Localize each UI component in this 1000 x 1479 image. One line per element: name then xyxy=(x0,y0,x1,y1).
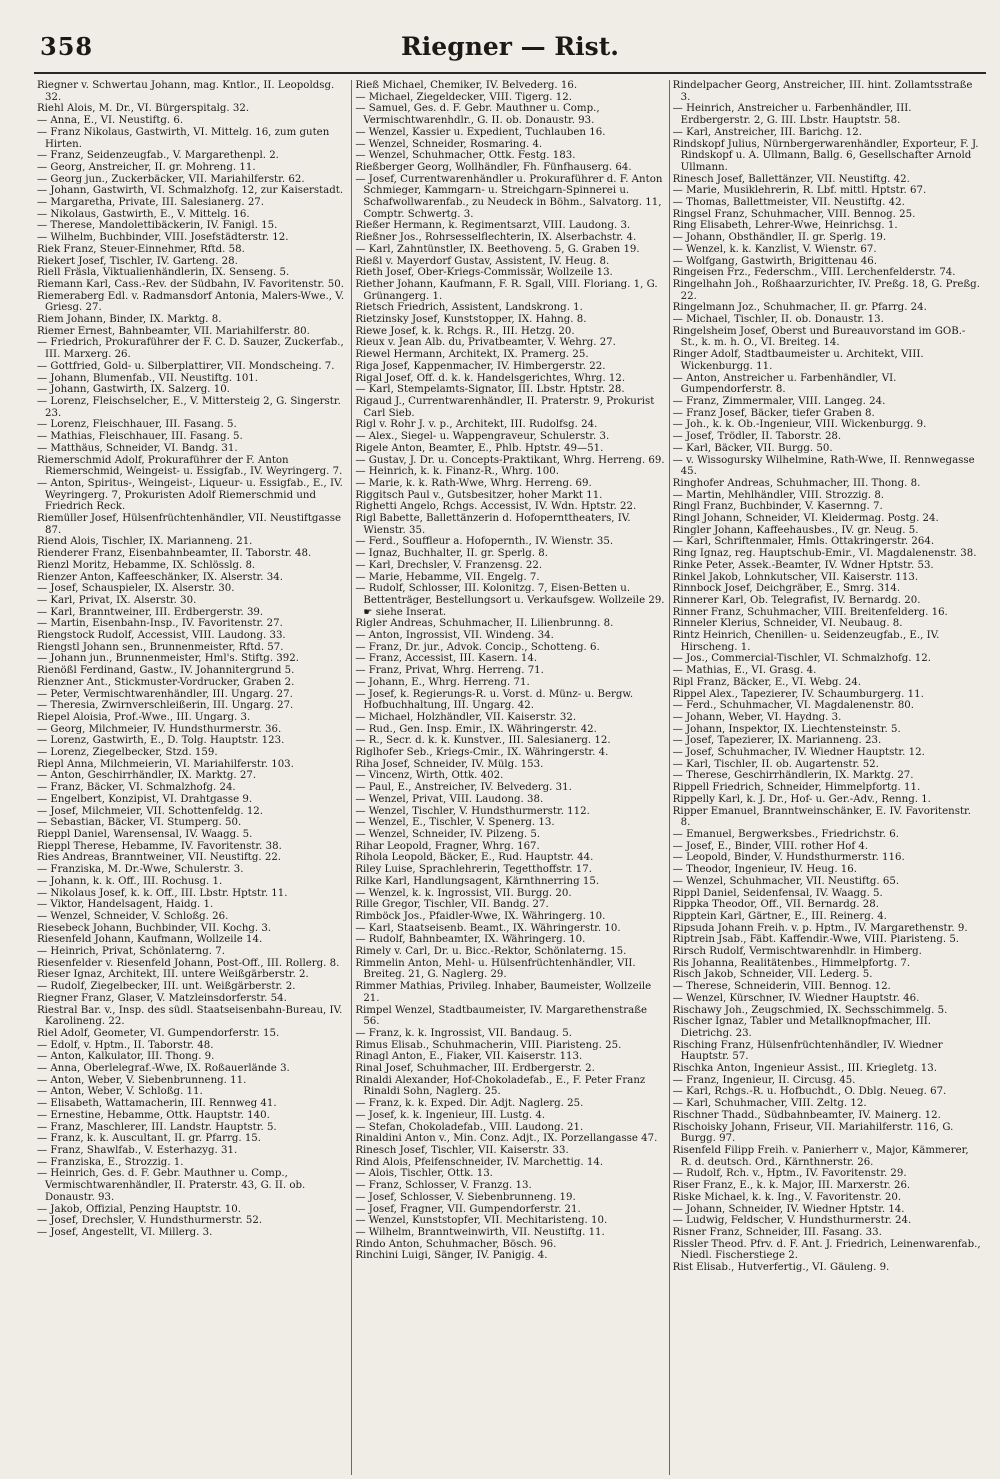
directory-entry: — Karl, Rchgs.-R. u. Hofbuchdt., O. Dblg. Neueg. 67. xyxy=(672,1086,947,1098)
directory-entry: — Margaretha, Private, III. Salesianerg. 27. xyxy=(37,197,265,209)
directory-entry: — Wenzel, Privat, VIII. Laudong. 38. xyxy=(355,793,544,805)
directory-entry: Ripper Emanuel, Branntweinschänker, E. IV. Favoritenstr. 8. xyxy=(672,805,972,829)
directory-entry: — Wenzel, Schneider, IV. Pilzeng. 5. xyxy=(355,829,541,840)
directory-entry: — Johann, Inspektor, IX. Liechtensteinstr. 5. xyxy=(672,723,901,735)
directory-entry: — Johann, Obsthändler, II. gr. Sperlg. 19. xyxy=(672,232,887,244)
directory-entry: — Wenzel, Kassier u. Expedient, Tuchlauben 16. xyxy=(355,126,606,138)
directory-entry: Rienzl Moritz, Hebamme, IX. Schlösslg. 8. xyxy=(37,559,256,571)
directory-entry: Rinner Franz, Schuhmacher, VIII. Breitenfelderg. 16. xyxy=(672,606,948,618)
directory-entry: — Paul, E., Anstreicher, IV. Belvederg. 31. xyxy=(355,782,572,794)
directory-entry: Rippka Theodor, Off., VII. Bernardg. 28. xyxy=(672,899,879,911)
directory-entry: — Theresia, Zwirnverschleißerin, III. Ungarg. 27. xyxy=(37,700,294,712)
directory-entry: Riehl Alois, M. Dr., VI. Bürgerspitalg. 32. xyxy=(37,103,250,115)
directory-entry: Rießner Jos., Rohrsesselflechterin, IX. Alserbachstr. 4. xyxy=(355,232,637,244)
directory-entry: — Sebastian, Bäcker, VI. Stumperg. 50. xyxy=(37,817,242,829)
directory-entry: Riser Franz, E., k. k. Major, III. Marxerstr. 26. xyxy=(672,1180,911,1192)
directory-entry: — Georg, Anstreicher, II. gr. Mohreng. 11. xyxy=(37,161,256,173)
directory-entry: Rischawy Joh., Zeugschmied, IX. Sechsschimmelg. 5. xyxy=(672,1004,948,1016)
directory-entry: — Alex., Siegel- u. Wappengraveur, Schulerstr. 3. xyxy=(355,431,610,443)
directory-entry: — Johann, Schneider, IV. Wiedner Hptstr. 14. xyxy=(672,1203,905,1215)
directory-entry: — Karl, Zahntünstler, IX. Beethoveng. 5, G. Graben 19. xyxy=(355,243,640,255)
directory-entry: Riether Johann, Kaufmann, F. R. Sgall, VIII. Floriang. 1, G. Grünangerg. 1. xyxy=(355,278,658,302)
directory-entry: Rinnbock Josef, Deichgräber, E., Smrg. 314. xyxy=(672,583,901,595)
directory-entry: — Martin, Eisenbahn-Insp., IV. Favoritenstr. 27. xyxy=(37,618,283,630)
directory-entry: — Franz, Shawlfab., V. Esterhazyg. 31. xyxy=(37,1144,238,1156)
directory-entry: — Heinrich, Anstreicher u. Farbenhändler, III. Erdbergerstr. 2, G. III. Lbstr. Hauptstr. 58. xyxy=(672,103,912,127)
directory-entry: — Johann jun., Brunnenmeister, Hml's. Stiftg. 392. xyxy=(37,653,299,665)
directory-entry: Rinneler Klerius, Schneider, VI. Neubaug. 8. xyxy=(672,618,903,630)
directory-entry: Rinesch Josef, Tischler, VII. Kaiserstr. 33. xyxy=(355,1144,569,1156)
directory-entry: — Emanuel, Bergwerksbes., Friedrichstr. 6. xyxy=(672,829,899,840)
directory-entry: Riggitsch Paul v., Gutsbesitzer, hoher Markt 11. xyxy=(355,489,603,501)
directory-entry: Ringhofer Andreas, Schuhmacher, III. Thong. 8. xyxy=(672,477,921,489)
directory-entry: Riske Michael, k. k. Ing., V. Favoritenstr. 20. xyxy=(672,1191,902,1203)
directory-entry: Rienößl Ferdinand, Gastw., IV. Johannitergrund 5. xyxy=(37,665,295,677)
directory-entry: — Wenzel, Schneider, V. Schloßg. 26. xyxy=(37,910,229,922)
directory-entry: Rienderer Franz, Eisenbahnbeamter, II. Taborstr. 48. xyxy=(37,548,312,560)
directory-entry: — Ferd., Schuhmacher, VI. Magdalenenstr. 80. xyxy=(672,700,915,712)
directory-entry: — Franz, Accessist, III. Kasern. 14. xyxy=(355,653,538,665)
directory-entry: Riengstock Rudolf, Accessist, VIII. Laudong. 33. xyxy=(37,630,286,642)
directory-entry: Righetti Angelo, Rchgs. Accessist, IV. Wdn. Hptstr. 22. xyxy=(355,501,637,513)
directory-entry: Riemer Ernest, Bahnbeamter, VII. Mariahilferstr. 80. xyxy=(37,325,310,337)
directory-entry: — Wilhelm, Branntweinwirth, VII. Neustiftg. 11. xyxy=(355,1226,605,1238)
directory-entry: Rinke Peter, Assek.-Beamter, IV. Wdner Hptstr. 53. xyxy=(672,559,934,571)
directory-entry: — Wenzel, Schuhmacher, Ottk. Festg. 183. xyxy=(355,150,576,162)
directory-entry: Rimpel Wenzel, Stadtbaumeister, IV. Margarethenstraße 56. xyxy=(355,1004,648,1028)
directory-entry: — Anna, Oberlelegraf.-Wwe, IX. Roßauerlände 3. xyxy=(37,1063,290,1075)
directory-entry: — Franz, Privat, Whrg. Herreng. 71. xyxy=(355,665,544,677)
directory-entry: Rigaud J., Currentwarenhändler, II. Praterstr. 9, Prokurist Carl Sieb. xyxy=(355,395,655,419)
directory-entry: Rießer Hermann, k. Regimentsarzt, VIII. Laudong. 3. xyxy=(355,220,631,232)
directory-entry: — Karl, Bäcker, VII. Burgg. 50. xyxy=(672,442,833,454)
directory-entry: — Jakob, Offizial, Penzing Hauptstr. 10. xyxy=(37,1203,241,1215)
directory-entry: — Franz, Seidenzeugfab., V. Margarethenpl. 2. xyxy=(37,150,279,162)
directory-entry: Riel Adolf, Geometer, VI. Gumpendorferstr. 15. xyxy=(37,1027,280,1039)
directory-entry: Rinal Josef, Schuhmacher, III. Erdbergerstr. 2. xyxy=(355,1063,595,1075)
directory-entry: Rinagl Anton, E., Fiaker, VII. Kaiserstr. 113. xyxy=(355,1051,583,1063)
directory-entry: — Franz, k. k. Ingrossist, VII. Bandaug. 5. xyxy=(355,1027,572,1039)
directory-entry: Ringl Franz, Buchbinder, V. Kasernng. 7. xyxy=(672,501,883,513)
directory-entry: Riengstl Johann sen., Brunnenmeister, Rftd. 57. xyxy=(37,641,284,653)
directory-entry: — Lorenz, Ziegelbecker, Stzd. 159. xyxy=(37,747,218,759)
directory-entry: Rippl Daniel, Seidenfensal, IV. Waagg. 5. xyxy=(672,887,883,899)
directory-entry: — Rudolf, Rch. v., Hptm., IV. Favoritenstr. 29. xyxy=(672,1168,907,1180)
directory-entry: Rippell Friedrich, Schneider, Himmelpfortg. 11. xyxy=(672,782,921,794)
directory-entry: Rinaldini Anton v., Min. Conz. Adjt., IX. Porzellangasse 47. xyxy=(355,1133,658,1145)
directory-entry: — Marie, Musiklehrerin, R. Lbf. mittl. Hptstr. 67. xyxy=(672,185,927,197)
directory-entry: — Franz, k. k. Exped. Dir. Adjt. Naglerg. 25. xyxy=(355,1098,584,1110)
directory-entry: Rihola Leopold, Bäcker, E., Rud. Hauptstr. 44. xyxy=(355,852,594,864)
directory-entry: Rimmer Mathias, Privileg. Inhaber, Baumeister, Wollzeile 21. xyxy=(355,981,652,1004)
directory-entry: Rintz Heinrich, Chenillen- u. Seidenzeugfab., E., IV. Hirscheng. 1. xyxy=(672,630,940,653)
directory-entry: — Josef, Schlosser, V. Siebenbrunneng. 19. xyxy=(355,1191,576,1203)
directory-entry: — Anton, Weber, V. Schloßg. 11. xyxy=(37,1086,203,1098)
directory-entry: — Anton, Spiritus-, Weingeist-, Liqueur- u. Essigfab., E., IV. Weyringerg. 7, Prokuristen Adolf Riemerschmid und Friedrich Reck. xyxy=(37,477,343,513)
directory-entry: — Marie, k. k. Rath-Wwe, Whrg. Herreng. 69. xyxy=(355,477,592,489)
directory-entry: — Franz, Schlosser, V. Franzg. 13. xyxy=(355,1180,532,1192)
directory-entry: — Karl, Branntweiner, III. Erdbergerstr. 39. xyxy=(37,606,264,618)
directory-entry: — Anton, Geschirrhändler, IX. Marktg. 27. xyxy=(37,770,257,782)
directory-entry: — Anton, Weber, V. Siebenbrunneng. 11. xyxy=(37,1074,247,1086)
directory-entry: Rinesch Josef, Ballettänzer, VII. Neustiftg. 42. xyxy=(672,173,910,185)
directory-entry: Ring Ignaz, reg. Hauptschub-Emir., VI. Magdalenenstr. 38. xyxy=(672,548,977,560)
directory-entry: Riewe Josef, k. k. Rchgs. R., III. Hetzg. 20. xyxy=(355,325,575,337)
directory-entry: Riepl Anna, Milchmeierin, VI. Mariahilferstr. 103. xyxy=(37,758,294,770)
directory-entry: — Alois, Tischler, Ottk. 13. xyxy=(355,1168,493,1180)
directory-entry: — Franz, Maschlerer, III. Landstr. Hauptstr. 5. xyxy=(37,1121,277,1133)
directory-entry: Rimmelin Anton, Mehl- u. Hülsenfrüchtenhändler, VII. Breiteg. 21, G. Naglerg. 29. xyxy=(355,957,636,981)
directory-entry: — Rudolf, Bahnbeamter, IX. Währingerg. 10. xyxy=(355,934,586,946)
directory-entry: — Wenzel, Schneider, Rosmaring. 4. xyxy=(355,138,543,150)
directory-entry: Rieppl Daniel, Warensensal, IV. Waagg. 5. xyxy=(37,829,253,840)
directory-entry: Rieth Josef, Ober-Kriegs-Commissär, Wollzeile 13. xyxy=(355,267,613,279)
directory-entry: — Friedrich, Prokuraführer der F. C. D. Sauzer, Zuckerfab., III. Marxerg. 26. xyxy=(37,337,344,361)
directory-entry: — Heinrich, Privat, Schönlaterng. 7. xyxy=(37,946,225,958)
directory-entry: — Therese, Schneiderin, VIII. Bennog. 12. xyxy=(672,981,891,993)
directory-entry: Riekert Josef, Tischler, IV. Garteng. 28. xyxy=(37,255,238,267)
directory-entry: Rimely v. Carl, Dr. u. Bicc.-Rektor, Schönlaterng. 15. xyxy=(355,946,627,958)
directory-entry: — Elisabeth, Wattamacherin, III. Rennweg 41. xyxy=(37,1098,277,1110)
directory-entry: Rimböck Jos., Pfaidler-Wwe, IX. Währingerg. 10. xyxy=(355,910,606,922)
directory-entry: — Ernestine, Hebamme, Ottk. Hauptstr. 140. xyxy=(37,1109,270,1121)
directory-entry: Rischner Thadd., Südbahnbeamter, IV. Mainerg. 12. xyxy=(672,1109,941,1121)
directory-entry: Riga Josef, Kappenmacher, IV. Himbergerstr. 22. xyxy=(355,360,606,372)
directory-entry: — Johann, k. k. Off., III. Rochusg. 1. xyxy=(37,875,223,887)
directory-entry: — Mathias, E., VI. Grasg. 4. xyxy=(672,665,817,677)
directory-entry: — Karl, Schuhmacher, VIII. Zeltg. 12. xyxy=(672,1098,867,1110)
directory-entry: Rieß Michael, Chemiker, IV. Belvederg. 16. xyxy=(355,80,578,91)
directory-entry: — Josef, Schauspieler, IX. Alserstr. 30. xyxy=(37,583,235,595)
directory-entry: — Franziska, E., Strozzig. 1. xyxy=(37,1156,184,1168)
directory-entry: Rindskopf Julius, Nürnbergerwarenhändler, Exporteur, F. J. Rindskopf u. A. Ullmann, Ballg. 6, Gesellschafter Arnold Ullmann. xyxy=(672,138,979,173)
directory-entry: — Karl, Anstreicher, III. Barichg. 12. xyxy=(672,126,862,138)
directory-entry: — Rudolf, Ziegelbecker, III. unt. Weißgärberstr. 2. xyxy=(37,981,296,993)
directory-entry: — Josef, Fragner, VII. Gumpendorferstr. 21. xyxy=(355,1203,581,1215)
directory-entry: — Heinrich, k. k. Finanz-R., Whrg. 100. xyxy=(355,466,559,478)
column-right xyxy=(669,80,986,1475)
directory-entry: — Edolf, v. Hptm., II. Taborstr. 48. xyxy=(37,1039,214,1051)
directory-entry: Riesenfelder v. Riesenfeld Johann, Post-Off., III. Rollerg. 8. xyxy=(37,957,340,969)
directory-entry: Riemann Karl, Cass.-Rev. der Südbahn, IV. Favoritenstr. 50. xyxy=(37,278,344,290)
directory-entry: Riestral Bar. v., Insp. des südl. Staatseisenbahn-Bureau, IV. Karolineng. 22. xyxy=(37,1004,343,1028)
directory-entry: Rieser Ignaz, Architekt, III. untere Weißgärberstr. 2. xyxy=(37,969,309,981)
directory-entry: — Johann, Weber, VI. Haydng. 3. xyxy=(672,711,842,723)
directory-entry: Rinnerer Karl, Ob. Telegrafist, IV. Bernardg. 20. xyxy=(672,594,921,606)
directory-entry: — Josef, Angestellt, VI. Millerg. 3. xyxy=(37,1226,213,1238)
directory-entry: — Josef, E., Binder, VIII. rother Hof 4. xyxy=(672,840,869,852)
directory-entry: Rimus Elisab., Schuhmacherin, VIII. Piaristeng. 25. xyxy=(355,1039,622,1051)
directory-entry: — Josef, Schuhmacher, IV. Wiedner Hauptstr. 12. xyxy=(672,747,925,759)
directory-entry: Ring Elisabeth, Lehrer-Wwe, Heinrichsg. 1. xyxy=(672,220,898,232)
directory-columns xyxy=(34,80,986,1475)
directory-entry: Rindelpacher Georg, Anstreicher, III. hint. Zollamtsstraße 3. xyxy=(672,80,973,103)
directory-entry: — Josef, Milchmeier, VII. Schottenfeldg. 12. xyxy=(37,805,264,817)
directory-entry: Rihar Leopold, Fragner, Whrg. 167. xyxy=(355,840,540,852)
directory-entry: Rietzinsky Josef, Kunststopper, IX. Hahng. 8. xyxy=(355,314,587,326)
directory-entry: Rissler Theod. Pfrv. d. F. Ant. J. Friedrich, Leinenwarenfab., Niedl. Fischerstiege 2. xyxy=(672,1238,981,1262)
directory-entry: — Josef, Trödler, II. Taborstr. 28. xyxy=(672,431,842,443)
directory-entry: — Matthäus, Schneider, VI. Bandg. 31. xyxy=(37,442,238,454)
directory-entry: Rischer Ignaz, Tabler und Metallknopfmacher, III. Dietrichg. 23. xyxy=(672,1016,931,1039)
running-head: Riegner — Rist. xyxy=(401,32,619,61)
directory-entry: — Karl, Staatseisenb. Beamt., IX. Währingerstr. 10. xyxy=(355,922,621,934)
directory-entry: Riend Alois, Tischler, IX. Marianneng. 21. xyxy=(37,536,253,548)
directory-entry: — Johann, E., Whrg. Herreng. 71. xyxy=(355,676,530,688)
directory-entry: — Wenzel, Schuhmacher, VII. Neustiftg. 65. xyxy=(672,875,900,887)
directory-entry: Rippelly Karl, k. J. Dr., Hof- u. Ger.-Adv., Renng. 1. xyxy=(672,793,931,805)
directory-entry: Ringsel Franz, Schuhmacher, VIII. Bennog. 25. xyxy=(672,208,916,220)
directory-entry: Rindo Anton, Schuhmacher, Bösch. 96. xyxy=(355,1238,557,1250)
directory-entry: — Nikolaus Josef, k. k. Off., III. Lbstr. Hptstr. 11. xyxy=(37,887,288,899)
directory-entry: Rille Gregor, Tischler, VII. Bandg. 27. xyxy=(355,899,549,911)
directory-entry: — Nikolaus, Gastwirth, E., V. Mittelg. 16. xyxy=(37,208,250,220)
directory-entry: — Franz, Zimmermaler, VIII. Langeg. 24. xyxy=(672,395,886,407)
directory-entry: — Lorenz, Fleischhauer, III. Fasang. 5. xyxy=(37,419,237,431)
directory-entry: — Georg, Milchmeier, IV. Hundsthurmerstr. 36. xyxy=(37,723,282,735)
column-left xyxy=(34,80,351,1475)
directory-entry: — Franz, Dr. jur., Advok. Concip., Schotteng. 6. xyxy=(355,641,600,653)
directory-entry: Riesenfeld Johann, Kaufmann, Wollzeile 14. xyxy=(37,934,263,946)
directory-entry: — Josef, k. Regierungs-R. u. Vorst. d. Münz- u. Bergw. Hofbuchhaltung, III. Ungarg. 42. xyxy=(355,688,634,712)
directory-entry: Rietsch Friedrich, Assistent, Landskrong. 1. xyxy=(355,302,583,314)
directory-entry: — Gustav, J. Dr. u. Concepts-Praktikant, Whrg. Herreng. 69. xyxy=(355,454,665,466)
directory-entry: — Wenzel, k. k. Ingrossist, VII. Burgg. 20. xyxy=(355,887,572,899)
directory-entry: — Lorenz, Gastwirth, E., D. Tolg. Hauptstr. 123. xyxy=(37,735,285,747)
directory-entry: Riemeraberg Edl. v. Radmansdorf Antonia, Malers-Wwe., V. Griesg. 27. xyxy=(37,290,345,314)
directory-entry: — R., Secr. d. k. k. Kunstver., III. Salesianerg. 12. xyxy=(355,735,611,747)
directory-entry: — Peter, Vermischtwarenhändler, III. Ungarg. 27. xyxy=(37,688,293,700)
directory-entry: Rist Elisab., Hutverfertig., VI. Gäuleng. 9. xyxy=(672,1262,890,1274)
directory-entry: Risching Franz, Hülsenfrüchtenhändler, IV. Wiedner Hauptstr. 57. xyxy=(672,1039,943,1063)
directory-entry: — Karl, Stempelamts-Signator, III. Lbstr. Hptstr. 28. xyxy=(355,384,625,396)
directory-entry: — Anna, E., VI. Neustiftg. 6. xyxy=(37,115,184,127)
directory-entry: Ripsuda Johann Freih. v. p. Hptm., IV. Margarethenstr. 9. xyxy=(672,922,968,934)
directory-entry: — Franz, k. k. Auscultant, II. gr. Pfarrg. 15. xyxy=(37,1133,262,1145)
directory-entry: — Josef, Tapezierer, IX. Marianneng. 23. xyxy=(672,735,882,747)
directory-entry: — Martin, Mehlhändler, VIII. Strozzig. 8. xyxy=(672,489,885,501)
directory-entry: Riem Johann, Binder, IX. Marktg. 8. xyxy=(37,314,222,326)
directory-entry: Risenfeld Filipp Freih. v. Panierherr v., Major, Kämmerer, R. d. deutsch. Ord., Kärnthnerstr. 26. xyxy=(672,1144,969,1168)
directory-entry: Ries Andreas, Branntweiner, VII. Neustiftg. 22. xyxy=(37,852,282,864)
directory-entry: — Wenzel, Kürschner, IV. Wiedner Hauptstr. 46. xyxy=(672,992,920,1004)
directory-entry: — Mathias, Fleischhauer, III. Fasang. 5. xyxy=(37,431,243,443)
directory-entry: — Karl, Tischler, II. ob. Augartenstr. 52. xyxy=(672,758,879,770)
directory-entry: Rießberger Georg, Wollhändler, Fh. Fünfhauserg. 64. xyxy=(355,161,632,173)
directory-entry: — Wilhelm, Buchbinder, VIII. Josefstädterstr. 12. xyxy=(37,232,289,244)
directory-entry: Riewel Hermann, Architekt, IX. Pramerg. 25. xyxy=(355,349,589,361)
directory-entry: Ringelmann Joz., Schuhmacher, II. gr. Pfarrg. 24. xyxy=(672,302,927,314)
directory-entry: Ris Johanna, Realitätenbes., Himmelpfortg. 7. xyxy=(672,957,911,969)
directory-entry: Ringeisen Frz., Federschm., VIII. Lerchenfelderstr. 74. xyxy=(672,267,956,279)
directory-entry: Risner Franz, Schneider, III. Fasang. 33. xyxy=(672,1226,882,1238)
directory-entry: — Wenzel, E., Tischler, V. Spenerg. 13. xyxy=(355,817,555,829)
directory-entry: — Wenzel, k. k. Kanzlist, V. Wienstr. 67. xyxy=(672,243,877,255)
directory-entry: — Franz Josef, Bäcker, tiefer Graben 8. xyxy=(672,407,875,419)
directory-entry: — Stefan, Chokoladefab., VIII. Laudong. 21. xyxy=(355,1121,584,1133)
directory-entry: — Ludwig, Feldscher, V. Hundsthurmerstr. 24. xyxy=(672,1215,912,1227)
directory-entry: — Marie, Hebamme, VII. Engelg. 7. xyxy=(355,571,540,583)
directory-entry: Riemüller Josef, Hülsenfrüchtenhändler, VII. Neustiftgasse 87. xyxy=(37,513,342,536)
directory-entry: — Johann, Gastwirth, VI. Schmalzhofg. 12, zur Kaiserstadt. xyxy=(37,185,344,197)
directory-entry: — Lorenz, Fleischselcher, E., V. Mittersteig 2, G. Singerstr. 23. xyxy=(37,395,341,419)
directory-entry: Rinaldi Alexander, Hof-Chokoladefab., E., F. Peter Franz Rinaldi Sohn, Naglerg. 25. xyxy=(355,1074,646,1098)
directory-entry: Rippel Alex., Tapezierer, IV. Schaumburgerg. 11. xyxy=(672,688,924,700)
directory-entry: Rigler Andreas, Schuhmacher, II. Lilienbrunng. 8. xyxy=(355,618,614,630)
directory-entry: Riesebeck Johann, Buchbinder, VII. Kochg. 3. xyxy=(37,922,272,934)
directory-entry: Ringelhahn Joh., Roßhaarzurichter, IV. Preßg. 18, G. Preßg. 22. xyxy=(672,278,980,302)
directory-entry: — Joh., k. k. Ob.-Ingenieur, VIII. Wickenburgg. 9. xyxy=(672,419,927,431)
page-number: 358 xyxy=(40,32,94,61)
directory-entry: Riptrein Jsab., Fäbt. Kaffendir.-Wwe, VIII. Piaristeng. 5. xyxy=(672,934,960,946)
directory-entry: — Karl, Schriftenmaler, Hmls. Ottakringerstr. 264. xyxy=(672,536,935,548)
directory-entry: — Michael, Ziegeldecker, VIII. Tigerg. 12. xyxy=(355,91,572,103)
directory-entry: Riegner v. Schwertau Johann, mag. Kntlor., II. Leopoldsg. 32. xyxy=(37,80,335,103)
directory-entry: Ripl Franz, Bäcker, E., VI. Webg. 24. xyxy=(672,676,862,688)
directory-entry: — Johann, Blumenfab., VII. Neustiftg. 101. xyxy=(37,372,259,384)
directory-entry: — Franziska, M. Dr.-Wwe, Schulerstr. 3. xyxy=(37,864,244,876)
directory-entry: — Michael, Holzhändler, VII. Kaiserstr. 32. xyxy=(355,711,577,723)
directory-entry: — Leopold, Binder, V. Hundsthurmerstr. 116. xyxy=(672,852,905,864)
directory-entry: Rigele Anton, Beamter, E., Phlb. Hptstr. 49—51. xyxy=(355,442,604,454)
directory-entry: — Michael, Tischler, II. ob. Donaustr. 13. xyxy=(672,314,884,326)
directory-entry: Rigl Babette, Ballettänzerin d. Hofopernttheaters, IV. Wienstr. 35. xyxy=(355,513,631,536)
directory-entry: — Wenzel, Tischler, V. Hundsthurmerstr. 112. xyxy=(355,805,590,817)
directory-entry: — Franz, Ingenieur, II. Circusg. 45. xyxy=(672,1074,856,1086)
directory-entry: Rischoisky Johann, Friseur, VII. Mariahilferstr. 116, G. Burgg. 97. xyxy=(672,1121,954,1145)
directory-entry: Riglhofer Seb., Kriegs-Cmir., IX. Währingerstr. 4. xyxy=(355,747,609,759)
directory-entry: Ringl Johann, Schneider, VI. Kleidermag. Postg. 24. xyxy=(672,513,939,525)
directory-entry: Ringler Johann, Kaffeehausbes., IV. gr. Neug. 5. xyxy=(672,524,919,536)
directory-entry: — Anton, Kalkulator, III. Thong. 9. xyxy=(37,1051,215,1063)
directory-entry: — Josef, Currentwarenhändler u. Prokuraführer d. F. Anton Schmieger, Kammgarn- u. Streichgarn-Spinnerei u. Schafwollwarenfab., zu Neudeck in Böhm., Salvatorg. 11, Comptr. Schwertg. 3. xyxy=(355,173,663,220)
directory-entry: Riegner Franz, Glaser, V. Matzleinsdorferstr. 54. xyxy=(37,992,287,1004)
directory-entry: — Josef, k. k. Ingenieur, III. Lustg. 4. xyxy=(355,1109,546,1121)
directory-entry: — Anton, Anstreicher u. Farbenhändler, VI. Gumpendorferstr. 8. xyxy=(672,372,897,396)
directory-entry: Risch Jakob, Schneider, VII. Lederg. 5. xyxy=(672,969,873,981)
directory-entry: Rinchini Luigi, Sänger, IV. Panigig. 4. xyxy=(355,1250,548,1262)
directory-entry: — Franz Nikolaus, Gastwirth, VI. Mittelg. 16, zum guten Hirten. xyxy=(37,126,330,150)
directory-entry: — Gottfried, Gold- u. Silberplattirer, VII. Mondscheing. 7. xyxy=(37,360,335,372)
directory-entry: — Theodor, Ingenieur, IV. Heug. 16. xyxy=(672,864,858,876)
directory-entry: — Anton, Ingrossist, VII. Windeng. 34. xyxy=(355,630,554,642)
directory-entry: Ringelsheim Josef, Oberst und Bureauvorstand im GOB.-St., k. m. h. O., VI. Breiteg. 14. xyxy=(672,325,966,349)
directory-entry: — Therese, Mandolettibäckerin, IV. Fanigl. 15. xyxy=(37,220,278,232)
directory-entry: — Wolfgang, Gastwirth, Brigittenau 46. xyxy=(672,255,877,267)
directory-entry: Rienzer Anton, Kaffeeschänker, IX. Alserstr. 34. xyxy=(37,571,283,583)
directory-entry: Riell Fräsla, Viktualienhändlerin, IX. Senseng. 5. xyxy=(37,267,290,279)
directory-entry: Rieppl Therese, Hebamme, IV. Favoritenstr. 38. xyxy=(37,840,282,852)
directory-entry: — Jos., Commercial-Tischler, VI. Schmalzhofg. 12. xyxy=(672,653,931,665)
directory-entry: — Samuel, Ges. d. F. Gebr. Mauthner u. Comp., Vermischtwarenhdlr., G. II. ob. Donaustr. 93. xyxy=(355,103,600,127)
directory-entry: Rigl v. Rohr J. v. p., Architekt, III. Rudolfsg. 24. xyxy=(355,419,598,431)
directory-entry: — v. Wissogursky Wilhelmine, Rath-Wwe, II. Rennwegasse 45. xyxy=(672,454,975,478)
directory-entry: Rilke Karl, Handlungsagent, Kärnthnerring 15. xyxy=(355,875,600,887)
directory-entry: — Rud., Gen. Insp. Emir., IX. Währingerstr. 42. xyxy=(355,723,597,735)
directory-entry: — Engelbert, Konzipist, VI. Drahtgasse 9. xyxy=(37,793,253,805)
directory-entry: Riemerschmid Adolf, Prokuraführer der F. Anton Riemerschmid, Weingeist- u. Essigfab., IV. Weyringerg. 7. xyxy=(37,454,343,478)
directory-entry: — Josef, Drechsler, V. Hundsthurmerstr. 52. xyxy=(37,1215,263,1227)
directory-entry: — Franz, Bäcker, VI. Schmalzhofg. 24. xyxy=(37,782,236,794)
directory-entry: Riek Franz, Steuer-Einnehmer, Rftd. 58. xyxy=(37,243,245,255)
directory-entry: Riley Luise, Sprachlehrerin, Tegetthoffstr. 17. xyxy=(355,864,592,876)
directory-entry: — Thomas, Ballettmeister, VII. Neustiftg. 42. xyxy=(672,197,905,209)
directory-entry: Rind Alois, Pfeifenschneider, IV. Marchettig. 14. xyxy=(355,1156,604,1168)
directory-entry: Rirsch Rudolf, Vermischtwarenhdlr. in Himberg. xyxy=(672,946,922,958)
directory-entry: — Ignaz, Buchhalter, II. gr. Sperlg. 8. xyxy=(355,548,548,560)
directory-entry: — Heinrich, Ges. d. F. Gebr. Mauthner u. Comp., Vermischtwarenhändler, II. Praterstr. 43, G. II. ob. Donaustr. 93. xyxy=(37,1168,306,1203)
page-header xyxy=(34,30,986,74)
directory-entry: — Johann, Gastwirth, IX. Salzerg. 10. xyxy=(37,384,230,396)
directory-entry: Rischka Anton, Ingenieur Assist., III. Kriegletg. 13. xyxy=(672,1063,937,1075)
directory-entry: — Therese, Geschirrhändlerin, IX. Marktg. 27. xyxy=(672,770,914,782)
directory-entry: Rießl v. Mayerdorf Gustav, Assistent, IV. Heug. 8. xyxy=(355,255,610,267)
directory-entry: — Karl, Drechsler, V. Franzensg. 22. xyxy=(355,559,543,571)
directory-entry: — Wenzel, Kunststopfer, VII. Mechitaristeng. 10. xyxy=(355,1215,608,1227)
directory-entry: — Rudolf, Schlosser, III. Kolonitzg. 7, Eisen-Betten u. Bettenträger, Bestellungsort u. Verkaufsgew. Wollzeile 29. ☛ siehe Inserat. xyxy=(355,583,665,618)
directory-entry: Rinkel Jakob, Lohnkutscher, VII. Kaiserstr. 113. xyxy=(672,571,919,583)
directory-entry: Ripptein Karl, Gärtner, E., III. Reinerg. 4. xyxy=(672,910,887,922)
directory-entry: — Ferd., Souffleur a. Hofopernth., IV. Wienstr. 35. xyxy=(355,536,614,548)
directory-entry: Ringer Adolf, Stadtbaumeister u. Architekt, VIII. Wickenburgg. 11. xyxy=(672,349,924,372)
directory-entry: Riha Josef, Schneider, IV. Mülg. 153. xyxy=(355,758,544,770)
directory-entry: Rienzner Ant., Stickmuster-Vordrucker, Graben 2. xyxy=(37,676,295,688)
column-middle xyxy=(351,80,668,1475)
directory-entry: — Karl, Privat, IX. Alserstr. 30. xyxy=(37,594,197,606)
directory-entry: — Viktor, Handelsagent, Haidg. 1. xyxy=(37,899,214,911)
directory-entry: — Vincenz, Wirth, Ottk. 402. xyxy=(355,770,504,782)
directory-entry: Rieux v. Jean Alb. du, Privatbeamter, V. Wehrg. 27. xyxy=(355,337,616,349)
directory-entry: Rigal Josef, Off. d. k. k. Handelsgerichtes, Whrg. 12. xyxy=(355,372,626,384)
directory-entry: — Georg jun., Zuckerbäcker, VII. Mariahilferstr. 62. xyxy=(37,173,305,185)
directory-entry: Riepel Aloisia, Prof.-Wwe., III. Ungarg. 3. xyxy=(37,711,251,723)
